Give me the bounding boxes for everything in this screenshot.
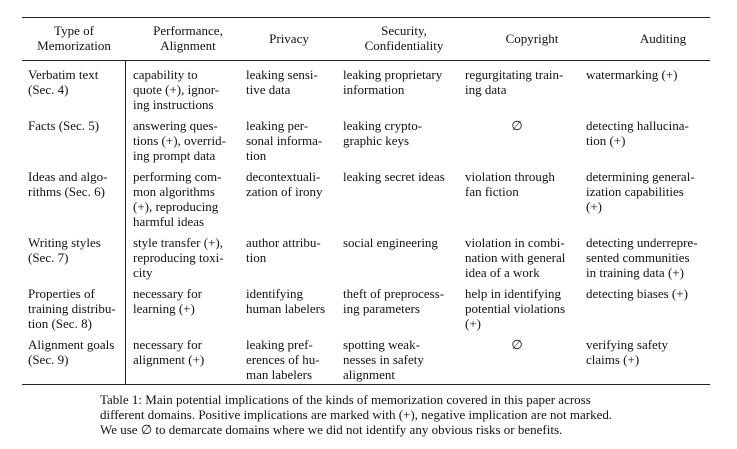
table-cell: Verbatim text (Sec. 4): [28, 67, 99, 97]
table-cell: Properties of training distribu- tion (Sec. 8): [28, 286, 116, 331]
table-cell: performing com- mon algorithms (+), reproducing harmful ideas: [133, 169, 222, 229]
table-cell: leaking per- sonal informa- tion: [246, 118, 323, 163]
table-cell: answering ques- tions (+), overrid- ing prompt data: [133, 118, 226, 163]
table-cell: determining general- ization capabilities (+): [586, 169, 695, 214]
table-cell: leaking pref- erences of hu- man labelers: [246, 337, 320, 382]
header-security-confidentiality: Security, Confidentiality: [364, 23, 444, 53]
table-cell: verifying safety claims (+): [586, 337, 668, 367]
empty-set-symbol: ∅: [511, 118, 523, 133]
table-cell: theft of preprocess- ing parameters: [343, 286, 445, 316]
table-cell: decontextuali- zation of irony: [246, 169, 323, 199]
table-cell: detecting hallucina- tion (+): [586, 118, 689, 148]
table-cell: help in identifying potential violations (+): [465, 286, 566, 331]
table-cell: leaking sensi- tive data: [246, 67, 318, 97]
table-cell: violation through fan fiction: [465, 169, 555, 199]
table-bottom-rule: [22, 384, 710, 385]
table-cell: style transfer (+), reproducing toxi- city: [133, 235, 224, 280]
table-column-divider: [125, 60, 126, 384]
table-cell: leaking proprietary information: [343, 67, 443, 97]
table-cell: leaking crypto- graphic keys: [343, 118, 423, 148]
header-privacy: Privacy: [269, 31, 309, 46]
header-performance-alignment: Performance, Alignment: [153, 23, 223, 53]
table-cell: watermarking (+): [586, 67, 678, 82]
table-cell: detecting biases (+): [586, 286, 688, 301]
table-cell: Ideas and algo- rithms (Sec. 6): [28, 169, 108, 199]
table-cell: Facts (Sec. 5): [28, 118, 100, 133]
table-cell: Alignment goals (Sec. 9): [28, 337, 115, 367]
table-cell: social engineering: [343, 235, 438, 250]
table-cell: identifying human labelers: [246, 286, 326, 316]
header-auditing: Auditing: [639, 31, 687, 46]
header-type-of-memorization: Type of Memorization: [37, 23, 111, 53]
table-cell: detecting underrepre- sented communities in training data (+): [586, 235, 698, 280]
table-cell: necessary for alignment (+): [133, 337, 205, 367]
table-cell: regurgitating train- ing data: [465, 67, 564, 97]
table-cell: violation in combi- nation with general idea of a work: [465, 235, 566, 280]
table-cell: leaking secret ideas: [343, 169, 445, 184]
table-caption: Table 1: Main potential implications of the kinds of memorization covered in this paper across different domains. Positive implications are marked with (+), negative implication are not marked. We use ∅ to demarcate domains where we did not identify any obvious risks or benefits.: [100, 392, 613, 437]
empty-set-symbol: ∅: [511, 337, 523, 352]
table-cell: capability to quote (+), ignor- ing instructions: [133, 67, 220, 112]
table-cell: author attribu- tion: [246, 235, 321, 265]
header-copyright: Copyright: [505, 31, 559, 46]
table-cell: Writing styles (Sec. 7): [28, 235, 101, 265]
table-cell: necessary for learning (+): [133, 286, 202, 316]
table-cell: spotting weak- nesses in safety alignment: [343, 337, 424, 382]
table-top-rule: [22, 17, 710, 18]
